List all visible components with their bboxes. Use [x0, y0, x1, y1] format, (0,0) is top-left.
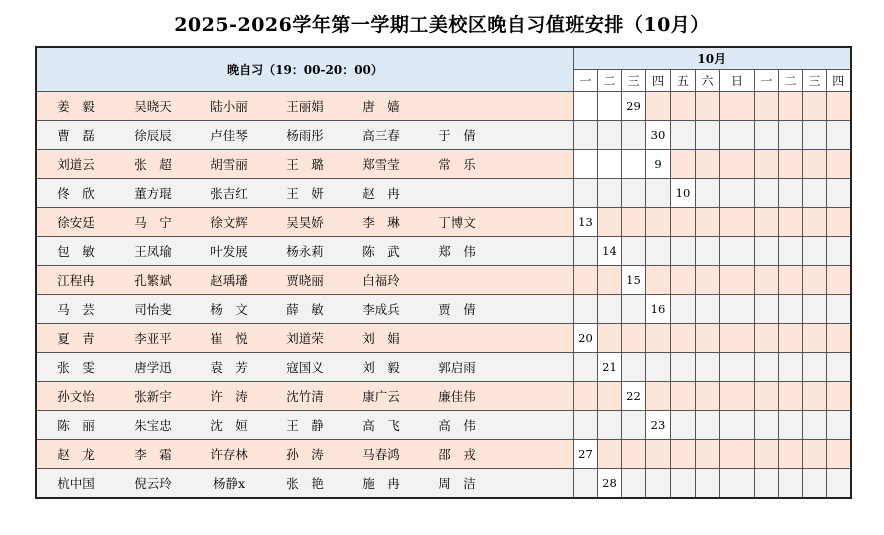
duty-date-cell	[696, 92, 720, 121]
duty-date-cell: 14	[598, 237, 622, 266]
staff-names-cell	[36, 121, 574, 150]
staff-name: 王 静	[286, 418, 324, 433]
duty-date-cell	[622, 469, 646, 499]
staff-name: 李 霜	[134, 447, 172, 462]
weekday-header: 六	[696, 70, 720, 92]
duty-date-cell	[803, 353, 827, 382]
duty-date-cell	[803, 382, 827, 411]
staff-name: 马 芸	[57, 302, 95, 317]
duty-date-cell	[827, 411, 851, 440]
duty-date-cell	[827, 150, 851, 179]
table-row	[36, 121, 851, 150]
staff-name: 司怡斐	[134, 302, 172, 317]
staff-name: 刘道云	[57, 157, 95, 172]
staff-name: 胡雪丽	[210, 157, 248, 172]
duty-date-cell	[622, 150, 646, 179]
weekday-header: 四	[827, 70, 851, 92]
duty-date-cell	[720, 150, 755, 179]
staff-name: 杨 文	[210, 302, 248, 317]
duty-date-cell	[574, 237, 598, 266]
duty-date-cell	[755, 266, 779, 295]
duty-date-cell	[574, 382, 598, 411]
table-row	[36, 469, 851, 499]
duty-date-cell	[720, 179, 755, 208]
staff-name: 孔繁斌	[134, 273, 172, 288]
staff-names-cell	[36, 324, 574, 353]
duty-date-cell	[574, 295, 598, 324]
table-row	[36, 150, 851, 179]
staff-name: 唐 嫱	[362, 99, 400, 114]
staff-name: 姜 毅	[57, 99, 95, 114]
duty-date-cell	[622, 353, 646, 382]
table-row	[36, 266, 851, 295]
duty-date-cell	[803, 295, 827, 324]
duty-date-cell	[598, 208, 622, 237]
staff-name: 杨永莉	[286, 244, 324, 259]
duty-date-cell	[720, 92, 755, 121]
duty-date-cell	[779, 324, 803, 353]
duty-date-cell	[696, 179, 720, 208]
staff-name: 郑 伟	[438, 244, 476, 259]
duty-date-cell	[720, 324, 755, 353]
table-row	[36, 179, 851, 208]
duty-date-cell	[671, 121, 696, 150]
duty-date-cell	[574, 469, 598, 499]
duty-date-cell: 16	[646, 295, 671, 324]
duty-date-cell	[574, 266, 598, 295]
staff-name: 马 宁	[134, 215, 172, 230]
duty-date-cell	[827, 179, 851, 208]
table-row	[36, 324, 851, 353]
duty-date-cell: 22	[622, 382, 646, 411]
staff-name: 李亚平	[134, 331, 172, 346]
staff-name: 刘 毅	[362, 360, 400, 375]
duty-date-cell: 23	[646, 411, 671, 440]
duty-date-cell	[779, 440, 803, 469]
staff-name: 高 伟	[438, 418, 476, 433]
staff-name: 李 琳	[362, 215, 400, 230]
duty-date-cell	[622, 324, 646, 353]
staff-name: 袁 芳	[210, 360, 248, 375]
weekday-header: 二	[598, 70, 622, 92]
duty-date-cell	[720, 121, 755, 150]
staff-name: 张 超	[134, 157, 172, 172]
staff-name: 王凤瑜	[134, 244, 172, 259]
staff-name: 吴昊娇	[286, 215, 324, 230]
weekday-header: 五	[671, 70, 696, 92]
duty-date-cell: 21	[598, 353, 622, 382]
duty-date-cell	[827, 237, 851, 266]
staff-name: 吴晓天	[134, 99, 172, 114]
staff-name	[419, 329, 495, 347]
staff-name: 叶发展	[210, 244, 248, 259]
staff-name: 徐安廷	[57, 215, 95, 230]
duty-date-cell	[803, 411, 827, 440]
duty-date-cell	[755, 208, 779, 237]
staff-name: 许存林	[210, 447, 248, 462]
duty-date-cell: 28	[598, 469, 622, 499]
duty-date-cell	[598, 295, 622, 324]
staff-name: 丁博文	[438, 215, 476, 230]
duty-date-cell	[598, 121, 622, 150]
staff-name: 于 倩	[438, 128, 476, 143]
duty-schedule-table	[35, 46, 852, 499]
table-row	[36, 353, 851, 382]
duty-date-cell	[803, 150, 827, 179]
staff-name: 董方琨	[134, 186, 172, 201]
staff-names-cell	[36, 440, 574, 469]
table-row	[36, 382, 851, 411]
staff-names-cell	[36, 208, 574, 237]
duty-date-cell	[646, 469, 671, 499]
staff-name: 杨静x	[212, 476, 246, 491]
staff-names-cell	[36, 237, 574, 266]
duty-date-cell	[827, 295, 851, 324]
duty-date-cell	[827, 92, 851, 121]
duty-date-cell: 9	[646, 150, 671, 179]
staff-name	[419, 271, 495, 289]
duty-date-cell	[827, 208, 851, 237]
staff-name: 周 洁	[438, 476, 476, 491]
staff-name: 王 妍	[286, 186, 324, 201]
staff-name: 江程冉	[57, 273, 95, 288]
staff-name: 刘 娟	[362, 331, 400, 346]
staff-name: 沈竹清	[286, 389, 324, 404]
staff-name: 徐辰辰	[134, 128, 172, 143]
duty-date-cell	[622, 440, 646, 469]
staff-name: 杨雨彤	[286, 128, 324, 143]
duty-date-cell	[574, 353, 598, 382]
duty-date-cell	[755, 411, 779, 440]
duty-date-cell	[574, 92, 598, 121]
duty-date-cell	[671, 150, 696, 179]
duty-date-cell	[696, 208, 720, 237]
duty-date-cell	[598, 411, 622, 440]
staff-name: 张新宇	[134, 389, 172, 404]
staff-name: 李成兵	[362, 302, 400, 317]
duty-date-cell	[779, 295, 803, 324]
duty-date-cell	[671, 411, 696, 440]
duty-date-cell	[671, 382, 696, 411]
staff-name: 崔 悦	[210, 331, 248, 346]
duty-date-cell	[574, 179, 598, 208]
table-row	[36, 411, 851, 440]
duty-date-cell	[671, 208, 696, 237]
duty-date-cell	[696, 266, 720, 295]
duty-date-cell	[671, 469, 696, 499]
duty-date-cell	[622, 121, 646, 150]
staff-name: 马春鸿	[362, 447, 400, 462]
duty-date-cell	[803, 237, 827, 266]
duty-date-cell	[755, 92, 779, 121]
duty-date-cell	[720, 411, 755, 440]
staff-names-cell	[36, 469, 574, 499]
staff-name	[419, 184, 495, 202]
duty-date-cell	[720, 237, 755, 266]
duty-date-cell	[646, 179, 671, 208]
duty-date-cell	[827, 266, 851, 295]
duty-date-cell	[696, 237, 720, 266]
duty-date-cell: 20	[574, 324, 598, 353]
duty-date-cell	[696, 324, 720, 353]
weekday-header: 日	[720, 70, 755, 92]
duty-date-cell	[696, 440, 720, 469]
table-row	[36, 295, 851, 324]
staff-name: 赵 冉	[362, 186, 400, 201]
duty-date-cell	[803, 469, 827, 499]
duty-date-cell	[622, 179, 646, 208]
staff-name: 许 涛	[210, 389, 248, 404]
duty-date-cell	[755, 179, 779, 208]
staff-names-cell	[36, 353, 574, 382]
duty-date-cell	[598, 266, 622, 295]
duty-date-cell	[622, 237, 646, 266]
duty-date-cell	[598, 382, 622, 411]
duty-date-cell	[720, 295, 755, 324]
duty-date-cell	[827, 469, 851, 499]
duty-date-cell	[622, 295, 646, 324]
duty-date-cell	[646, 92, 671, 121]
month-header: 10月	[574, 47, 851, 70]
duty-date-cell	[696, 121, 720, 150]
duty-date-cell	[696, 353, 720, 382]
staff-name: 徐文辉	[210, 215, 248, 230]
staff-name: 张吉红	[210, 186, 248, 201]
duty-date-cell	[598, 324, 622, 353]
duty-date-cell	[803, 324, 827, 353]
duty-date-cell	[646, 208, 671, 237]
duty-date-cell	[827, 353, 851, 382]
session-header: 晚自习（19：00-20：00）	[36, 47, 574, 92]
duty-date-cell	[696, 411, 720, 440]
duty-date-cell	[720, 382, 755, 411]
duty-date-cell	[671, 92, 696, 121]
duty-date-cell	[779, 92, 803, 121]
duty-date-cell	[598, 92, 622, 121]
duty-date-cell: 15	[622, 266, 646, 295]
duty-date-cell	[598, 179, 622, 208]
duty-date-cell	[827, 121, 851, 150]
duty-date-cell	[720, 353, 755, 382]
duty-date-cell	[696, 295, 720, 324]
duty-date-cell	[755, 353, 779, 382]
staff-name: 白福玲	[362, 273, 400, 288]
staff-name: 郭启雨	[438, 360, 476, 375]
staff-name: 沈 姮	[210, 418, 248, 433]
duty-date-cell	[755, 469, 779, 499]
duty-date-cell	[779, 411, 803, 440]
staff-name: 陈 丽	[57, 418, 95, 433]
duty-date-cell	[803, 92, 827, 121]
duty-date-cell	[755, 295, 779, 324]
staff-names-cell	[36, 92, 574, 121]
staff-name: 倪云玲	[134, 476, 172, 491]
staff-name: 包 敏	[57, 244, 95, 259]
staff-name: 刘道荣	[286, 331, 324, 346]
weekday-header: 四	[646, 70, 671, 92]
duty-date-cell	[696, 469, 720, 499]
duty-date-cell	[622, 411, 646, 440]
table-row	[36, 92, 851, 121]
weekday-header: 一	[755, 70, 779, 92]
page-title: 2025-2026学年第一学期工美校区晚自习值班安排（10月）	[174, 14, 710, 36]
duty-date-cell	[827, 440, 851, 469]
duty-date-cell	[779, 121, 803, 150]
staff-name: 王丽娟	[286, 99, 324, 114]
duty-date-cell	[779, 353, 803, 382]
weekday-header: 三	[622, 70, 646, 92]
duty-date-cell	[671, 324, 696, 353]
duty-date-cell	[755, 440, 779, 469]
staff-names-cell	[36, 411, 574, 440]
staff-name: 邵 戎	[438, 447, 476, 462]
duty-date-cell	[622, 208, 646, 237]
duty-date-cell	[779, 208, 803, 237]
duty-date-cell	[671, 440, 696, 469]
staff-name: 赵瑀璠	[210, 273, 248, 288]
staff-name: 常 乐	[438, 157, 476, 172]
staff-name: 陆小丽	[210, 99, 248, 114]
duty-date-cell	[803, 266, 827, 295]
duty-date-cell	[720, 469, 755, 499]
staff-name: 郑雪莹	[362, 157, 400, 172]
duty-date-cell	[574, 121, 598, 150]
duty-date-cell	[779, 266, 803, 295]
staff-name: 高 飞	[362, 418, 400, 433]
duty-date-cell: 30	[646, 121, 671, 150]
staff-names-cell	[36, 295, 574, 324]
staff-names-cell	[36, 266, 574, 295]
duty-date-cell	[755, 150, 779, 179]
duty-date-cell: 13	[574, 208, 598, 237]
staff-names-cell	[36, 179, 574, 208]
duty-date-cell	[720, 440, 755, 469]
staff-names-cell	[36, 150, 574, 179]
duty-date-cell	[779, 382, 803, 411]
staff-name: 高三春	[362, 128, 400, 143]
duty-date-cell	[598, 150, 622, 179]
duty-date-cell	[755, 324, 779, 353]
duty-date-cell	[671, 266, 696, 295]
duty-date-cell	[755, 121, 779, 150]
staff-name: 张 雯	[57, 360, 95, 375]
staff-name: 寇国义	[286, 360, 324, 375]
duty-date-cell	[779, 237, 803, 266]
duty-date-cell	[779, 469, 803, 499]
staff-name: 贾晓丽	[286, 273, 324, 288]
staff-name: 唐学迅	[134, 360, 172, 375]
staff-name: 孙 涛	[286, 447, 324, 462]
duty-date-cell	[646, 237, 671, 266]
duty-date-cell	[803, 208, 827, 237]
staff-name	[419, 97, 495, 115]
staff-name: 杭中国	[57, 476, 95, 491]
duty-date-cell	[696, 150, 720, 179]
duty-date-cell	[671, 353, 696, 382]
duty-date-cell	[755, 237, 779, 266]
duty-date-cell	[720, 208, 755, 237]
staff-name: 薛 敏	[286, 302, 324, 317]
staff-name: 卢佳琴	[210, 128, 248, 143]
duty-date-cell	[755, 382, 779, 411]
staff-name: 康广云	[362, 389, 400, 404]
staff-name: 施 冉	[362, 476, 400, 491]
staff-name: 贾 倩	[438, 302, 476, 317]
duty-date-cell	[646, 440, 671, 469]
duty-date-cell	[598, 440, 622, 469]
staff-name: 朱宝忠	[134, 418, 172, 433]
staff-name: 陈 武	[362, 244, 400, 259]
duty-date-cell	[803, 121, 827, 150]
duty-date-cell	[779, 179, 803, 208]
staff-name: 孙文怡	[57, 389, 95, 404]
weekday-header: 三	[803, 70, 827, 92]
duty-date-cell: 27	[574, 440, 598, 469]
weekday-header: 一	[574, 70, 598, 92]
duty-date-cell	[803, 440, 827, 469]
duty-date-cell	[574, 411, 598, 440]
duty-date-cell	[574, 150, 598, 179]
staff-name: 夏 青	[57, 331, 95, 346]
staff-name: 佟 欣	[57, 186, 95, 201]
staff-name: 廉佳伟	[438, 389, 476, 404]
duty-date-cell	[803, 179, 827, 208]
duty-date-cell: 10	[671, 179, 696, 208]
duty-date-cell	[646, 353, 671, 382]
duty-date-cell	[779, 150, 803, 179]
table-row	[36, 208, 851, 237]
staff-name: 王 璐	[286, 157, 324, 172]
duty-date-cell	[671, 295, 696, 324]
duty-date-cell	[646, 382, 671, 411]
duty-date-cell	[720, 266, 755, 295]
duty-date-cell: 29	[622, 92, 646, 121]
duty-date-cell	[646, 324, 671, 353]
duty-date-cell	[671, 237, 696, 266]
staff-names-cell	[36, 382, 574, 411]
duty-date-cell	[827, 324, 851, 353]
staff-name: 曹 磊	[57, 128, 95, 143]
table-row	[36, 237, 851, 266]
weekday-header: 二	[779, 70, 803, 92]
staff-name: 张 艳	[286, 476, 324, 491]
staff-name: 赵 龙	[57, 447, 95, 462]
duty-date-cell	[827, 382, 851, 411]
duty-date-cell	[646, 266, 671, 295]
duty-date-cell	[696, 382, 720, 411]
table-row	[36, 440, 851, 469]
